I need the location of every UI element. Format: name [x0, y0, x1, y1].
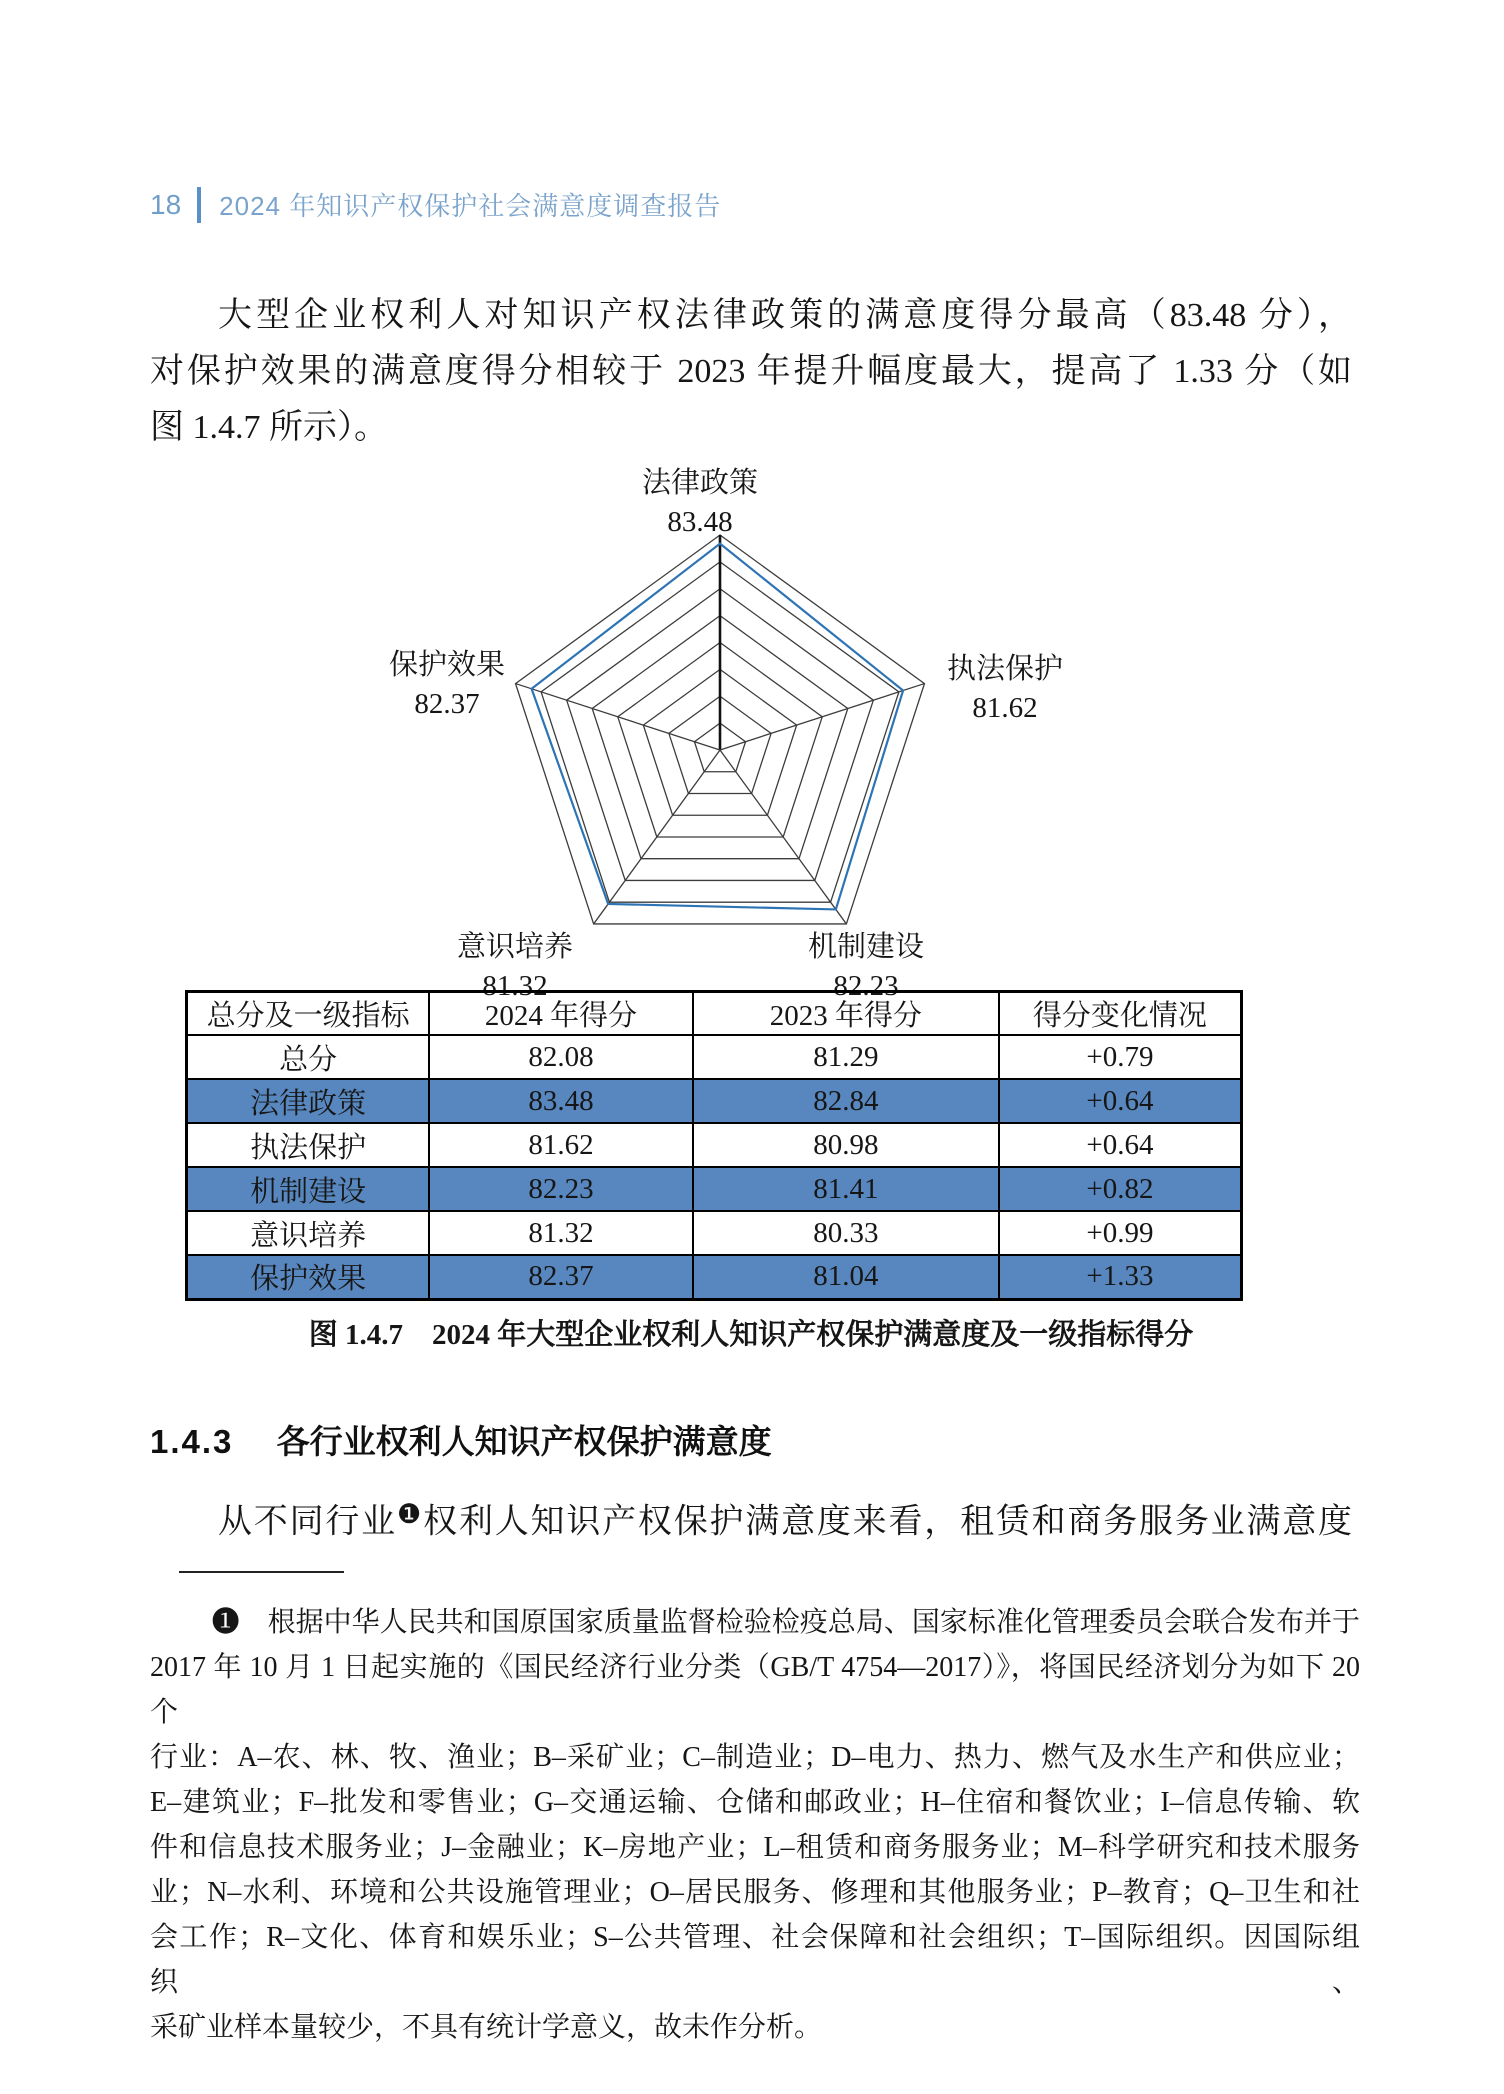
- header-title: 2024 年知识产权保护社会满意度调查报告: [219, 191, 722, 221]
- page-number: 18: [150, 188, 182, 220]
- column-header: 2024 年得分: [429, 992, 693, 1036]
- axis-value-label: 81.32: [482, 970, 548, 1002]
- axis-value-label: 83.48: [667, 506, 733, 538]
- axis-category-label: 法律政策: [641, 467, 758, 499]
- paragraph-text-post: 权利人知识产权保护满意度来看，租赁和商务服务业满意度: [423, 1503, 1353, 1541]
- table-row: [187, 1211, 1242, 1255]
- paragraph-line: 对保护效果的满意度得分相较于 2023 年提升幅度最大，提高了 1.33 分（如: [150, 353, 1352, 390]
- footnote-line: 件和信息技术服务业；J–金融业；K–房地产业；L–租赁和商务服务业；M–科学研究和技术服务: [150, 1832, 1360, 1863]
- indicator-cell: 法律政策: [187, 1079, 430, 1123]
- paragraph-line: [150, 1486, 1352, 1551]
- intro-paragraph: [150, 288, 1352, 456]
- axis-category-label: 保护效果: [388, 649, 505, 681]
- footnote-line: 业；N–水利、环境和公共设施管理业；O–居民服务、修理和其他服务业；P–教育；Q–卫生和社: [150, 1877, 1360, 1908]
- paragraph-text-pre: 从不同行业: [218, 1503, 397, 1541]
- score-2024-cell: 82.08: [429, 1035, 693, 1079]
- score-2024-cell: 82.37: [429, 1255, 693, 1299]
- footnote-line: E–建筑业；F–批发和零售业；G–交通运输、仓储和邮政业；H–住宿和餐饮业；I–信息传输、软: [150, 1787, 1360, 1818]
- table-row: [187, 1079, 1242, 1123]
- score-2024-cell: 81.32: [429, 1211, 693, 1255]
- section-number: 1.4.3: [150, 1423, 234, 1460]
- score-2023-cell: 82.84: [693, 1079, 999, 1123]
- change-cell: +0.99: [999, 1211, 1242, 1255]
- body-paragraph: [150, 1486, 1352, 1551]
- change-cell: +0.64: [999, 1123, 1242, 1167]
- column-header: 2023 年得分: [693, 992, 999, 1036]
- footnote-marker: ❶: [396, 1499, 424, 1529]
- score-2024-cell: 82.23: [429, 1167, 693, 1211]
- header-divider: [197, 187, 201, 223]
- footnote-rule: [179, 1571, 344, 1573]
- axis-label-legal-policy: [580, 464, 820, 542]
- paragraph-line: 大型企业权利人对知识产权法律政策的满意度得分最高（83.48 分），: [218, 297, 1352, 334]
- paragraph-line: 图 1.4.7 所示）。: [150, 409, 388, 446]
- change-cell: +0.82: [999, 1167, 1242, 1211]
- column-header: 总分及一级指标: [187, 992, 430, 1036]
- footnote-line: 采矿业样本量较少，不具有统计学意义，故未作分析。: [150, 2012, 823, 2043]
- footnote-line: ❶ 根据中华人民共和国原国家质量监督检验检疫总局、国家标准化管理委员会联合发布并于: [211, 1607, 1360, 1638]
- change-cell: +0.64: [999, 1079, 1242, 1123]
- indicator-cell: 意识培养: [187, 1211, 430, 1255]
- table-row: [187, 1167, 1242, 1211]
- footnote-line: 行业：A–农、林、牧、渔业；B–采矿业；C–制造业；D–电力、热力、燃气及水生产和供应业；: [150, 1742, 1360, 1773]
- section-heading: [150, 1416, 772, 1463]
- score-2023-cell: 80.33: [693, 1211, 999, 1255]
- score-2023-cell: 80.98: [693, 1123, 999, 1167]
- axis-category-label: 执法保护: [946, 653, 1063, 685]
- score-2023-cell: 81.41: [693, 1167, 999, 1211]
- footnote: [150, 1600, 1360, 2050]
- axis-category-label: 机制建设: [807, 931, 924, 963]
- footnote-line: 会工作；R–文化、体育和娱乐业；S–公共管理、社会保障和社会组织；T–国际组织。因国际组织、: [150, 1922, 1360, 1998]
- score-2023-cell: 81.29: [693, 1035, 999, 1079]
- figure-caption: 图 1.4.7 2024 年大型企业权利人知识产权保护满意度及一级指标得分: [308, 1319, 1194, 1351]
- table-row: [187, 1255, 1242, 1299]
- table-row: [187, 1123, 1242, 1167]
- indicator-cell: 总分: [187, 1035, 430, 1079]
- score-2023-cell: 81.04: [693, 1255, 999, 1299]
- score-2024-cell: 83.48: [429, 1079, 693, 1123]
- axis-label-enforcement-protection: [885, 650, 1125, 728]
- axis-label-protection-effect: [327, 646, 567, 724]
- axis-category-label: 意识培养: [456, 931, 573, 963]
- score-2024-cell: 81.62: [429, 1123, 693, 1167]
- change-cell: +0.79: [999, 1035, 1242, 1079]
- footnote-line: 2017 年 10 月 1 日起实施的《国民经济行业分类（GB/T 4754—2017）》，将国民经济划分为如下 20 个: [150, 1652, 1360, 1728]
- score-table: [185, 990, 1243, 1301]
- column-header: 得分变化情况: [999, 992, 1242, 1036]
- indicator-cell: 保护效果: [187, 1255, 430, 1299]
- axis-value-label: 82.23: [833, 970, 899, 1002]
- change-cell: +1.33: [999, 1255, 1242, 1299]
- section-title: 各行业权利人知识产权保护满意度: [276, 1423, 772, 1460]
- axis-value-label: 82.37: [414, 688, 480, 720]
- radar-data-polygon: [532, 544, 904, 910]
- page-header: [150, 186, 721, 223]
- table-row: [187, 1035, 1242, 1079]
- axis-value-label: 81.62: [972, 692, 1038, 724]
- indicator-cell: 机制建设: [187, 1167, 430, 1211]
- table-header-row: [187, 992, 1242, 1036]
- indicator-cell: 执法保护: [187, 1123, 430, 1167]
